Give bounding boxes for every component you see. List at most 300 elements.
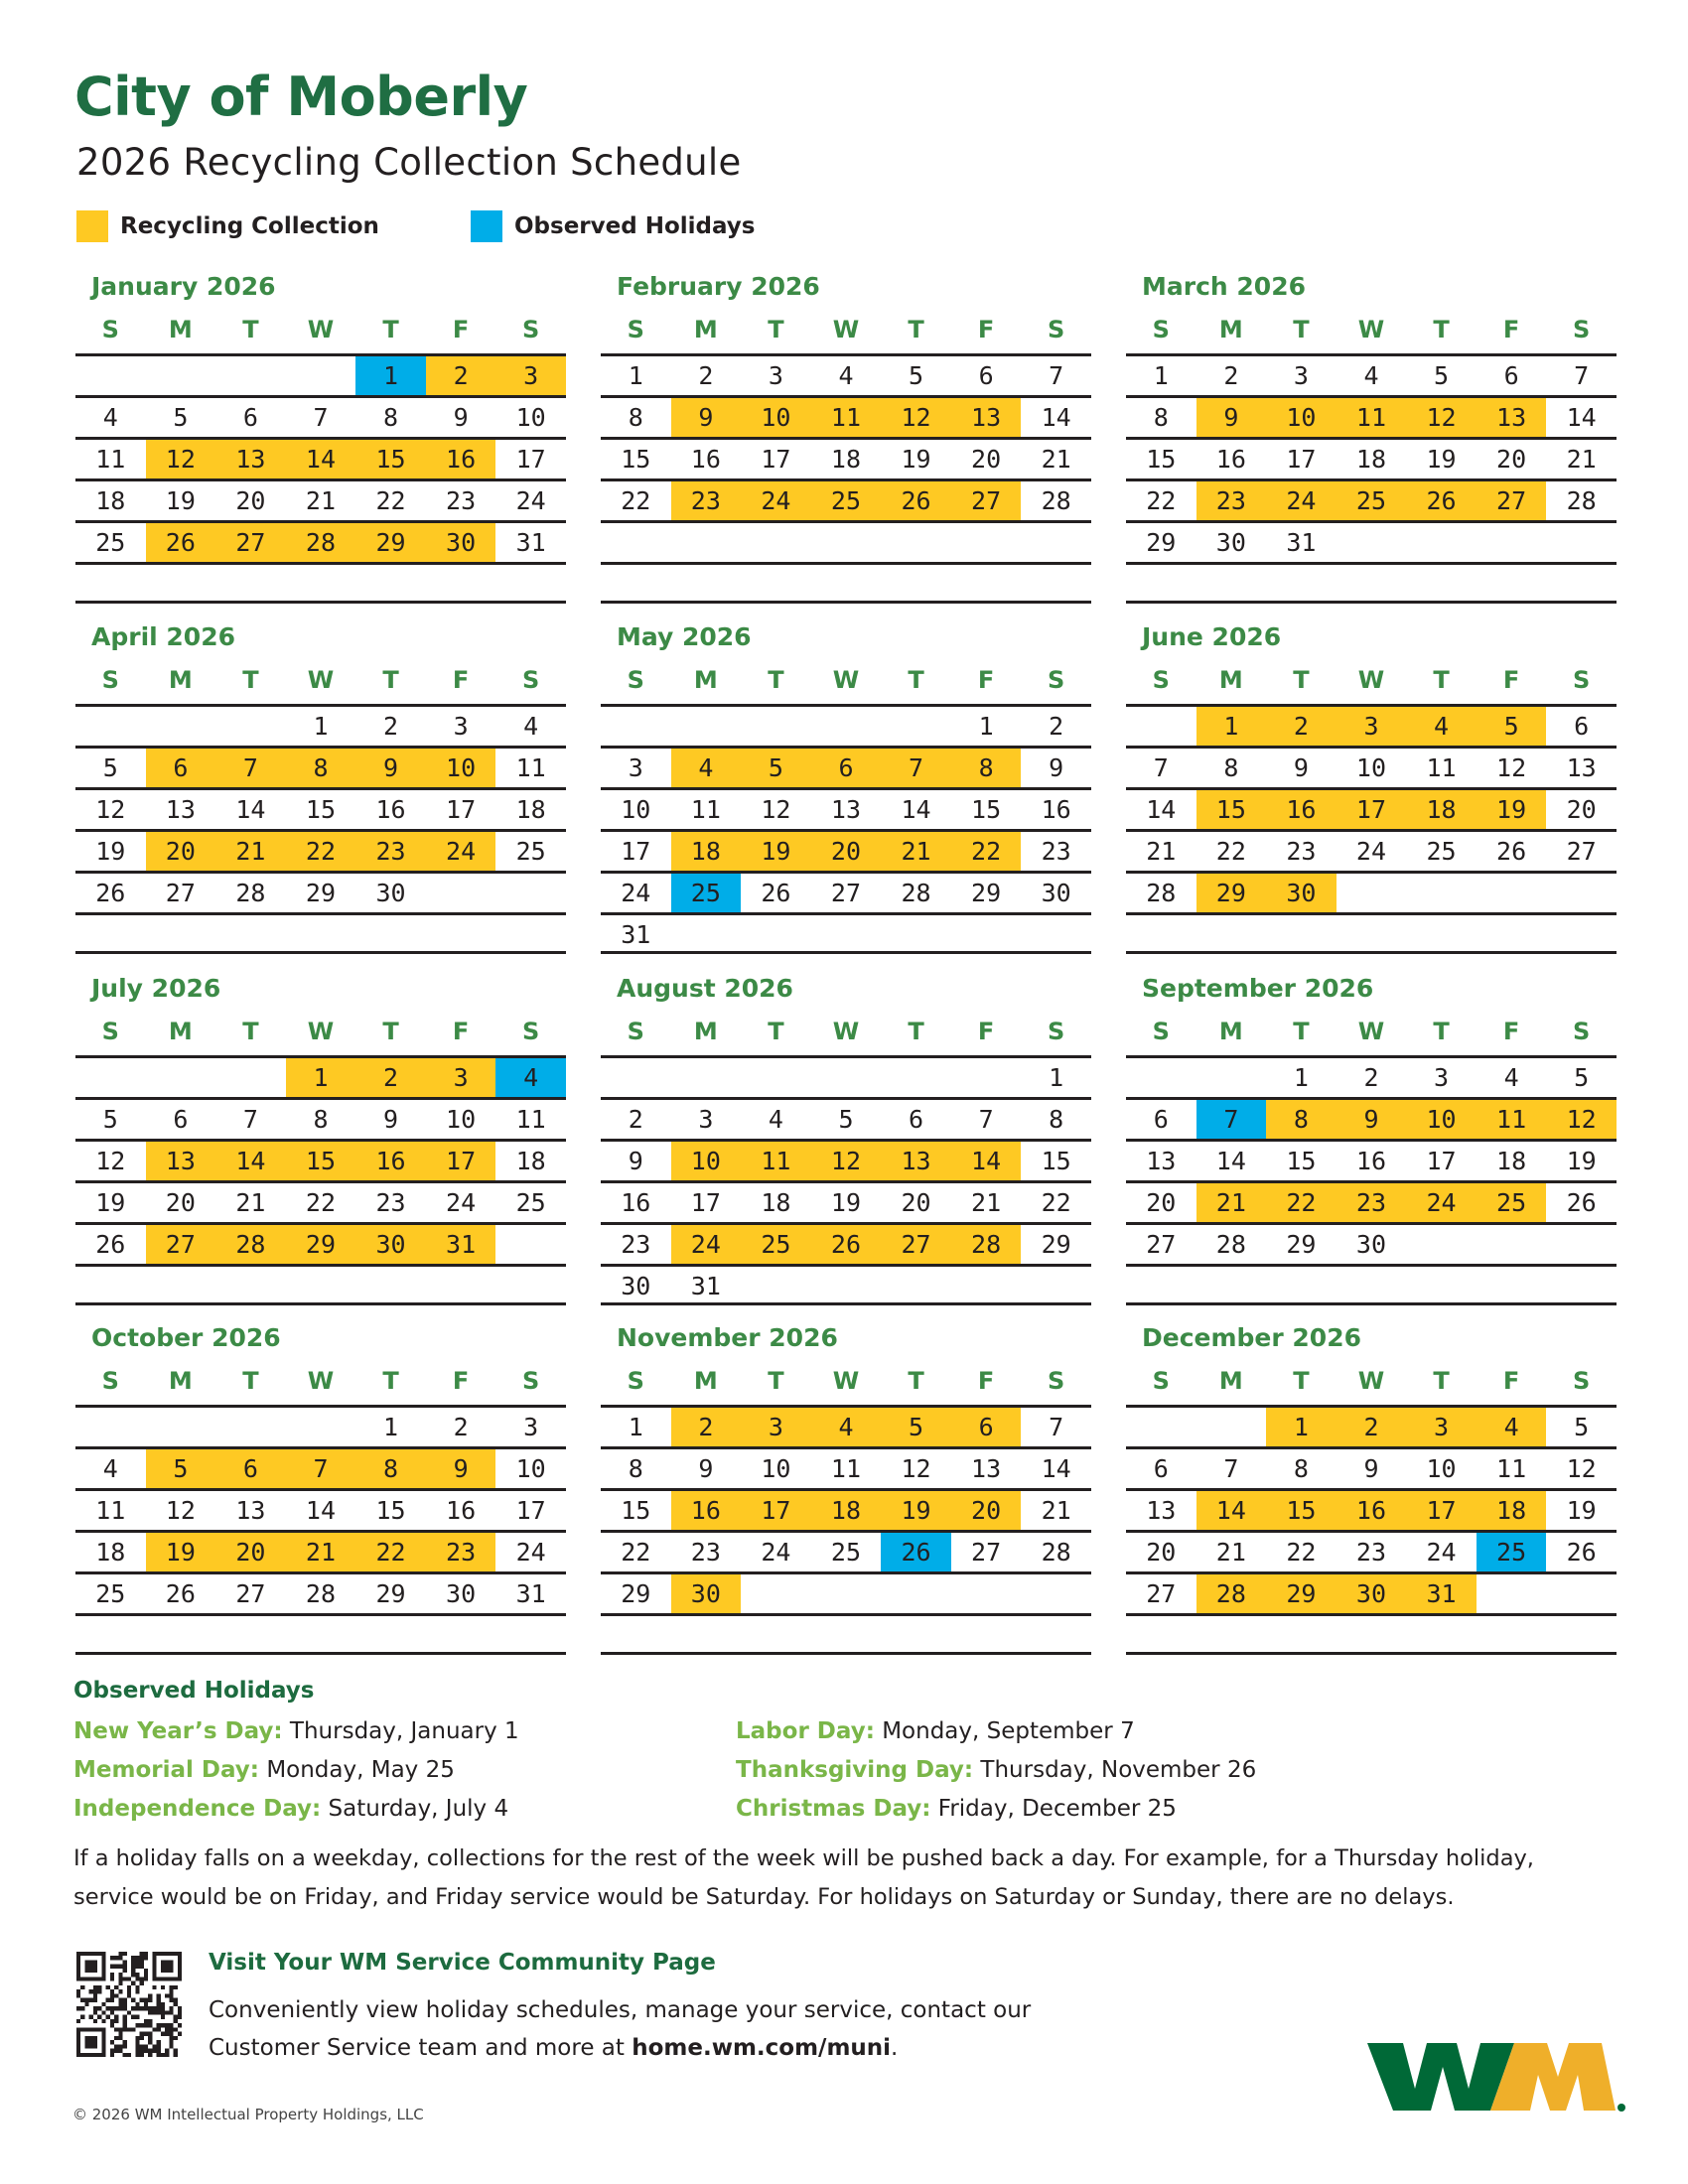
weekday-header-row xyxy=(75,666,566,694)
day-cell: 11 xyxy=(1426,753,1457,782)
weekday-header: M xyxy=(693,1367,718,1395)
day-cell-empty xyxy=(811,707,882,746)
day-cell-empty xyxy=(1021,523,1091,562)
day-cell-recycling: 23 xyxy=(426,1533,496,1571)
month-title: December 2026 xyxy=(1142,1323,1361,1352)
week-row xyxy=(1126,912,1617,954)
day-cell-empty xyxy=(741,565,811,604)
week-row xyxy=(601,1571,1091,1613)
day-cell: 27 xyxy=(1146,1579,1177,1608)
day-cell: 7 xyxy=(1153,753,1169,782)
day-cell: 8 xyxy=(1293,1454,1309,1483)
holiday-date: Saturday, July 4 xyxy=(328,1796,509,1822)
day-cell: 22 xyxy=(375,486,406,515)
day-cell-empty xyxy=(1477,565,1547,604)
day-cell-empty xyxy=(1021,1616,1091,1655)
holiday-item xyxy=(736,1757,1256,1783)
day-cell: 22 xyxy=(1146,486,1177,515)
weekday-header: M xyxy=(168,1018,193,1045)
weekday-header: S xyxy=(522,316,540,343)
month-grid xyxy=(601,1405,1091,1655)
day-cell-empty xyxy=(601,1058,671,1097)
day-cell-empty xyxy=(1546,1225,1617,1264)
weekday-header: S xyxy=(1573,1367,1591,1395)
day-cell: 31 xyxy=(515,528,546,557)
day-cell-recycling: 7 xyxy=(881,749,951,787)
weekday-header: T xyxy=(908,316,924,343)
day-cell: 23 xyxy=(1286,837,1317,866)
day-cell-empty xyxy=(1196,565,1267,604)
weekday-header: S xyxy=(627,316,644,343)
week-row xyxy=(601,1055,1091,1097)
day-cell-recycling: 29 xyxy=(1266,1574,1336,1613)
day-cell: 27 xyxy=(1146,1230,1177,1259)
weekday-header: T xyxy=(242,666,259,694)
day-cell-recycling: 30 xyxy=(671,1574,742,1613)
day-cell: 16 xyxy=(1041,795,1071,824)
day-cell-empty xyxy=(1336,565,1407,604)
day-cell: 28 xyxy=(1215,1230,1246,1259)
day-cell-empty xyxy=(1406,1225,1477,1264)
week-row xyxy=(75,746,566,787)
day-cell: 18 xyxy=(95,1538,126,1567)
week-row xyxy=(1126,1613,1617,1655)
weekday-header-row xyxy=(601,1018,1091,1045)
day-cell-recycling: 14 xyxy=(951,1142,1022,1180)
week-row xyxy=(1126,520,1617,562)
day-cell-recycling: 24 xyxy=(1266,481,1336,520)
day-cell: 6 xyxy=(978,361,994,390)
weekday-header: W xyxy=(832,1018,860,1045)
day-cell: 4 xyxy=(838,361,854,390)
day-cell: 29 xyxy=(305,879,337,907)
day-cell: 30 xyxy=(446,1579,477,1608)
weekday-header: M xyxy=(1218,316,1243,343)
weekday-header: T xyxy=(768,666,784,694)
month-title: September 2026 xyxy=(1142,974,1374,1003)
day-cell-holiday: 26 xyxy=(881,1533,951,1571)
week-row xyxy=(75,1488,566,1530)
day-cell: 31 xyxy=(1286,528,1317,557)
day-cell-empty xyxy=(355,1616,426,1655)
day-cell: 6 xyxy=(1574,712,1590,741)
day-cell: 10 xyxy=(515,1454,546,1483)
day-cell: 7 xyxy=(978,1105,994,1134)
day-cell: 24 xyxy=(1355,837,1387,866)
day-cell-empty xyxy=(75,565,146,604)
day-cell: 6 xyxy=(1153,1454,1169,1483)
day-cell-recycling: 23 xyxy=(1196,481,1267,520)
day-cell: 13 xyxy=(165,795,196,824)
day-cell: 10 xyxy=(1426,1454,1457,1483)
day-cell: 4 xyxy=(102,403,118,432)
weekday-header: T xyxy=(382,1018,399,1045)
weekday-header: F xyxy=(1502,666,1520,694)
copyright: © 2026 WM Intellectual Property Holdings, LLC xyxy=(72,2106,424,2123)
day-cell: 16 xyxy=(1355,1147,1387,1175)
day-cell-recycling: 20 xyxy=(811,832,882,871)
day-cell-recycling: 29 xyxy=(355,523,426,562)
day-cell: 3 xyxy=(768,361,783,390)
weekday-header: T xyxy=(768,1018,784,1045)
day-cell: 7 xyxy=(1049,1413,1064,1441)
weekday-header: W xyxy=(1357,1367,1385,1395)
day-cell: 23 xyxy=(690,1538,721,1567)
day-cell-empty xyxy=(951,523,1022,562)
day-cell-recycling: 13 xyxy=(215,440,286,478)
day-cell-recycling: 14 xyxy=(286,440,356,478)
day-cell-recycling: 15 xyxy=(1196,790,1267,829)
weekday-header: T xyxy=(908,1018,924,1045)
weekday-header: T xyxy=(1433,666,1450,694)
day-cell: 25 xyxy=(1426,837,1457,866)
holiday-date: Thursday, January 1 xyxy=(289,1718,519,1744)
day-cell: 10 xyxy=(446,1105,477,1134)
day-cell-recycling: 15 xyxy=(355,440,426,478)
week-row xyxy=(601,912,1091,954)
holiday-name: Thanksgiving Day: xyxy=(736,1757,974,1783)
day-cell: 25 xyxy=(830,1538,862,1567)
day-cell-empty xyxy=(1406,523,1477,562)
day-cell-empty xyxy=(1546,874,1617,912)
day-cell-empty xyxy=(1477,1225,1547,1264)
day-cell-empty xyxy=(951,1616,1022,1655)
day-cell: 18 xyxy=(515,795,546,824)
day-cell-recycling: 19 xyxy=(146,1533,216,1571)
day-cell: 5 xyxy=(173,403,189,432)
day-cell-empty xyxy=(75,915,146,954)
day-cell: 18 xyxy=(1496,1147,1527,1175)
weekday-header: W xyxy=(307,666,335,694)
holiday-item xyxy=(73,1718,519,1744)
weekday-header: W xyxy=(307,316,335,343)
month-grid xyxy=(1126,704,1617,954)
day-cell-recycling: 2 xyxy=(1266,707,1336,746)
day-cell: 20 xyxy=(1496,445,1527,474)
weekday-header: W xyxy=(307,1018,335,1045)
day-cell-recycling: 24 xyxy=(741,481,811,520)
month-title: June 2026 xyxy=(1142,622,1282,651)
weekday-header: S xyxy=(101,316,119,343)
day-cell-empty xyxy=(601,707,671,746)
day-cell: 26 xyxy=(761,879,791,907)
week-row xyxy=(75,912,566,954)
day-cell-empty xyxy=(75,707,146,746)
day-cell-recycling: 6 xyxy=(146,749,216,787)
day-cell: 6 xyxy=(242,403,258,432)
day-cell-empty xyxy=(75,1408,146,1446)
day-cell: 28 xyxy=(1566,486,1597,515)
day-cell-empty xyxy=(741,1267,811,1305)
weekday-header: S xyxy=(522,1018,540,1045)
day-cell-recycling: 24 xyxy=(1406,1183,1477,1222)
page-title: City of Moberly xyxy=(74,66,528,128)
day-cell-recycling: 12 xyxy=(146,440,216,478)
day-cell: 25 xyxy=(515,837,546,866)
day-cell-empty xyxy=(1336,523,1407,562)
day-cell: 25 xyxy=(95,528,126,557)
day-cell: 26 xyxy=(1566,1538,1597,1567)
day-cell: 17 xyxy=(446,795,477,824)
week-row xyxy=(75,871,566,912)
week-row xyxy=(601,1139,1091,1180)
day-cell: 5 xyxy=(1574,1063,1590,1092)
day-cell: 22 xyxy=(1215,837,1246,866)
day-cell-recycling: 10 xyxy=(741,398,811,437)
day-cell: 1 xyxy=(383,1413,399,1441)
week-row xyxy=(601,1097,1091,1139)
day-cell: 9 xyxy=(628,1147,643,1175)
day-cell-empty xyxy=(1196,1616,1267,1655)
day-cell: 8 xyxy=(1223,753,1239,782)
weekday-header: F xyxy=(452,666,470,694)
day-cell: 11 xyxy=(95,445,126,474)
weekday-header-row xyxy=(75,316,566,343)
day-cell-recycling: 23 xyxy=(355,832,426,871)
day-cell-empty xyxy=(671,565,742,604)
day-cell-recycling: 14 xyxy=(215,1142,286,1180)
day-cell-recycling: 20 xyxy=(951,1491,1022,1530)
month-title: August 2026 xyxy=(617,974,793,1003)
weekday-header-row xyxy=(601,1367,1091,1395)
week-row xyxy=(1126,1571,1617,1613)
weekday-header-row xyxy=(1126,666,1617,694)
day-cell: 3 xyxy=(698,1105,714,1134)
day-cell-empty xyxy=(146,356,216,395)
day-cell-recycling: 8 xyxy=(286,749,356,787)
day-cell-empty xyxy=(671,1058,742,1097)
day-cell: 12 xyxy=(95,1147,126,1175)
day-cell-recycling: 11 xyxy=(811,398,882,437)
day-cell: 24 xyxy=(761,1538,791,1567)
day-cell: 17 xyxy=(621,837,651,866)
week-row xyxy=(75,437,566,478)
day-cell-empty xyxy=(741,1058,811,1097)
week-row xyxy=(1126,1405,1617,1446)
qr-code-icon[interactable] xyxy=(76,1952,182,2057)
day-cell: 13 xyxy=(1146,1496,1177,1525)
day-cell: 20 xyxy=(901,1188,931,1217)
weekday-header: T xyxy=(1433,316,1450,343)
day-cell: 7 xyxy=(1049,361,1064,390)
day-cell-recycling: 4 xyxy=(811,1408,882,1446)
day-cell: 13 xyxy=(235,1496,266,1525)
day-cell: 26 xyxy=(165,1579,196,1608)
week-row xyxy=(1126,1055,1617,1097)
day-cell-recycling: 26 xyxy=(881,481,951,520)
day-cell: 30 xyxy=(621,1272,651,1300)
day-cell-empty xyxy=(1266,1267,1336,1305)
week-row xyxy=(75,1613,566,1655)
day-cell-empty xyxy=(215,1408,286,1446)
weekday-header: F xyxy=(1502,1018,1520,1045)
day-cell: 16 xyxy=(690,445,721,474)
weekday-header: F xyxy=(452,316,470,343)
day-cell: 17 xyxy=(1286,445,1317,474)
day-cell-recycling: 9 xyxy=(1196,398,1267,437)
day-cell: 2 xyxy=(1223,361,1239,390)
day-cell-empty xyxy=(601,565,671,604)
day-cell-empty xyxy=(1021,1574,1091,1613)
day-cell-recycling: 27 xyxy=(951,481,1022,520)
day-cell: 5 xyxy=(909,361,924,390)
week-row xyxy=(75,829,566,871)
day-cell-recycling: 26 xyxy=(1406,481,1477,520)
day-cell-empty xyxy=(355,915,426,954)
weekday-header: T xyxy=(908,666,924,694)
weekday-header: F xyxy=(977,1367,995,1395)
day-cell-empty xyxy=(1021,1267,1091,1305)
day-cell: 15 xyxy=(1146,445,1177,474)
day-cell-empty xyxy=(1126,707,1196,746)
day-cell: 13 xyxy=(1146,1147,1177,1175)
day-cell-empty xyxy=(601,523,671,562)
day-cell: 21 xyxy=(1566,445,1597,474)
weekday-header: M xyxy=(1218,1367,1243,1395)
weekday-header: S xyxy=(522,666,540,694)
day-cell-empty xyxy=(215,1058,286,1097)
day-cell: 12 xyxy=(761,795,791,824)
holiday-item xyxy=(73,1757,455,1783)
day-cell-recycling: 30 xyxy=(426,523,496,562)
week-row xyxy=(75,520,566,562)
weekday-header-row xyxy=(601,316,1091,343)
month-title: March 2026 xyxy=(1142,272,1306,301)
legend-recycling xyxy=(76,210,379,242)
day-cell-recycling: 2 xyxy=(671,1408,742,1446)
day-cell-empty xyxy=(671,707,742,746)
weekday-header: T xyxy=(768,1367,784,1395)
day-cell: 14 xyxy=(305,1496,337,1525)
day-cell-recycling: 23 xyxy=(671,481,742,520)
day-cell-recycling: 24 xyxy=(671,1225,742,1264)
day-cell: 9 xyxy=(698,1454,714,1483)
day-cell-recycling: 5 xyxy=(146,1449,216,1488)
week-row xyxy=(601,1613,1091,1655)
day-cell-empty xyxy=(1406,565,1477,604)
day-cell: 27 xyxy=(1566,837,1597,866)
day-cell-recycling: 14 xyxy=(1196,1491,1267,1530)
day-cell: 24 xyxy=(1426,1538,1457,1567)
weekday-header: T xyxy=(1293,1367,1310,1395)
day-cell-empty xyxy=(671,1616,742,1655)
month-title: July 2026 xyxy=(91,974,221,1003)
weekday-header-row xyxy=(1126,1018,1617,1045)
weekday-header: T xyxy=(242,1018,259,1045)
day-cell-recycling: 3 xyxy=(495,356,566,395)
holiday-note xyxy=(73,1840,1622,1917)
legend-holidays xyxy=(471,210,756,242)
community-line: Customer Service team and more at home.wm.com/muni. xyxy=(209,2035,899,2061)
day-cell: 8 xyxy=(383,403,399,432)
month-grid xyxy=(75,1405,566,1655)
weekday-header-row xyxy=(75,1367,566,1395)
weekday-header: F xyxy=(977,666,995,694)
day-cell-recycling: 10 xyxy=(1406,1100,1477,1139)
day-cell-recycling: 12 xyxy=(881,398,951,437)
day-cell: 6 xyxy=(1153,1105,1169,1134)
day-cell: 16 xyxy=(1215,445,1246,474)
day-cell: 19 xyxy=(95,1188,126,1217)
day-cell-empty xyxy=(1196,1267,1267,1305)
day-cell: 6 xyxy=(1503,361,1519,390)
day-cell: 12 xyxy=(1496,753,1527,782)
day-cell-recycling: 21 xyxy=(1196,1183,1267,1222)
day-cell-recycling: 16 xyxy=(1266,790,1336,829)
day-cell: 4 xyxy=(1363,361,1379,390)
week-row xyxy=(75,1264,566,1305)
day-cell: 29 xyxy=(621,1579,651,1608)
day-cell: 21 xyxy=(1041,445,1071,474)
month-title: January 2026 xyxy=(91,272,276,301)
week-row xyxy=(75,1097,566,1139)
week-row xyxy=(601,1405,1091,1446)
day-cell-empty xyxy=(1126,1408,1196,1446)
day-cell: 18 xyxy=(761,1188,791,1217)
weekday-header: S xyxy=(1048,666,1065,694)
week-row xyxy=(1126,1264,1617,1305)
day-cell: 26 xyxy=(95,879,126,907)
day-cell-recycling: 8 xyxy=(951,749,1022,787)
week-row xyxy=(75,1446,566,1488)
day-cell-recycling: 11 xyxy=(741,1142,811,1180)
day-cell: 15 xyxy=(621,1496,651,1525)
day-cell-empty xyxy=(426,874,496,912)
day-cell: 19 xyxy=(1566,1147,1597,1175)
day-cell-recycling: 18 xyxy=(1406,790,1477,829)
day-cell-empty xyxy=(286,565,356,604)
week-row xyxy=(601,1530,1091,1571)
day-cell-recycling: 22 xyxy=(1266,1183,1336,1222)
day-cell-recycling: 4 xyxy=(1477,1408,1547,1446)
day-cell: 21 xyxy=(235,1188,266,1217)
day-cell: 20 xyxy=(165,1188,196,1217)
day-cell: 15 xyxy=(621,445,651,474)
weekday-header: M xyxy=(1218,1018,1243,1045)
weekday-header: M xyxy=(168,1367,193,1395)
day-cell: 31 xyxy=(621,920,651,949)
day-cell-empty xyxy=(881,707,951,746)
day-cell: 30 xyxy=(1355,1230,1387,1259)
day-cell-empty xyxy=(1336,1616,1407,1655)
day-cell: 16 xyxy=(621,1188,651,1217)
day-cell-recycling: 10 xyxy=(426,749,496,787)
holiday-name: Christmas Day: xyxy=(736,1796,931,1822)
weekday-header: S xyxy=(522,1367,540,1395)
week-row xyxy=(1126,437,1617,478)
day-cell: 14 xyxy=(1041,1454,1071,1483)
week-row xyxy=(1126,562,1617,604)
day-cell: 5 xyxy=(1574,1413,1590,1441)
week-row xyxy=(601,746,1091,787)
weekday-header-row xyxy=(75,1018,566,1045)
day-cell-recycling: 30 xyxy=(355,1225,426,1264)
day-cell: 19 xyxy=(901,445,931,474)
community-link[interactable]: home.wm.com/muni xyxy=(632,2035,892,2061)
day-cell-empty xyxy=(951,915,1022,954)
day-cell-recycling: 9 xyxy=(671,398,742,437)
weekday-header: T xyxy=(382,316,399,343)
day-cell-empty xyxy=(881,1616,951,1655)
day-cell-empty xyxy=(146,1616,216,1655)
day-cell: 24 xyxy=(515,1538,546,1567)
day-cell-recycling: 20 xyxy=(146,832,216,871)
month-grid xyxy=(75,704,566,954)
day-cell: 5 xyxy=(838,1105,854,1134)
day-cell-empty xyxy=(146,915,216,954)
weekday-header-row xyxy=(1126,1367,1617,1395)
day-cell: 13 xyxy=(971,1454,1002,1483)
